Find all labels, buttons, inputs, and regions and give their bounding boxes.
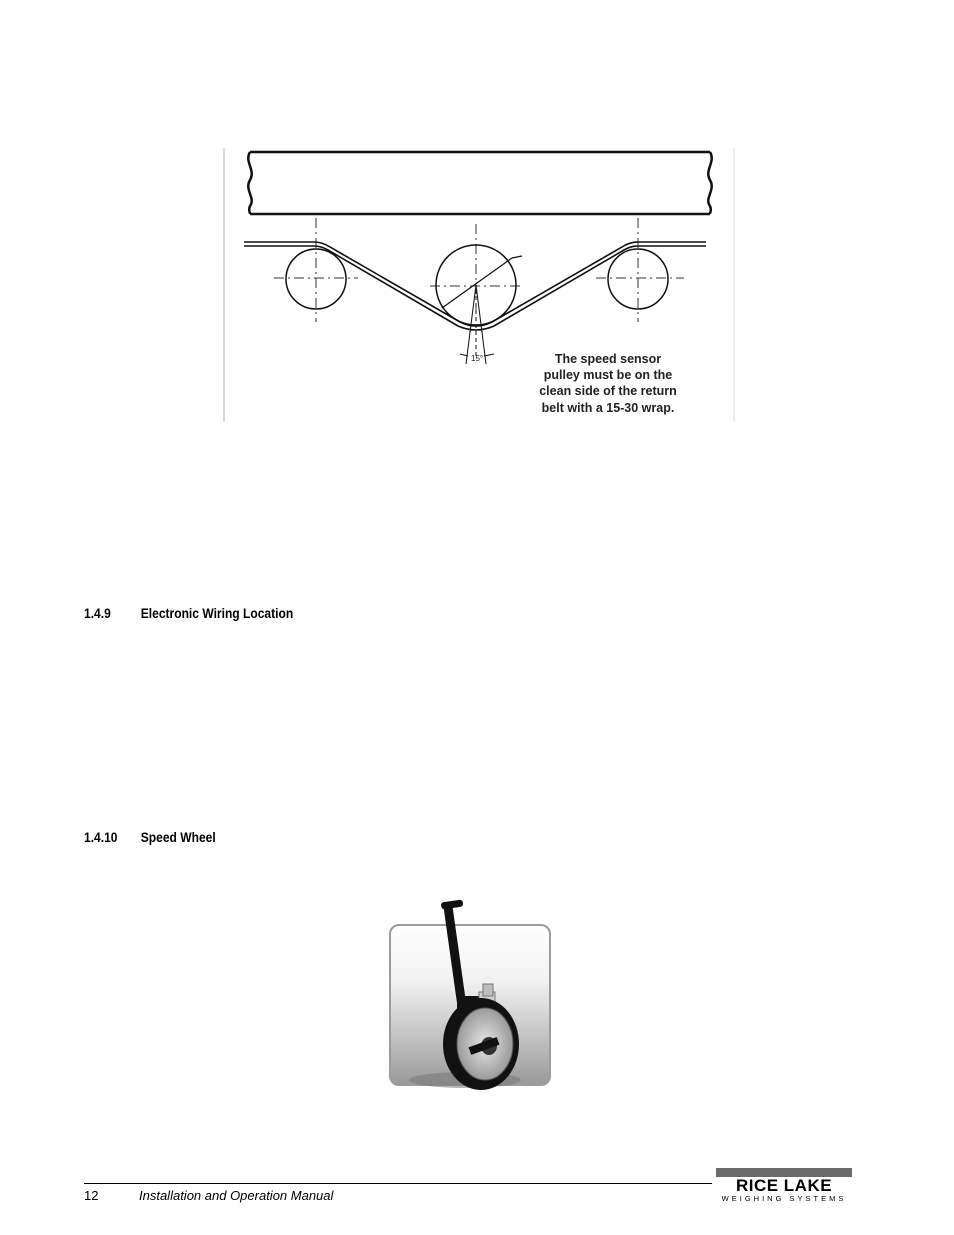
section-title: Speed Wheel bbox=[140, 829, 216, 845]
arm-cap bbox=[441, 899, 464, 909]
section-heading-speed-wheel bbox=[84, 829, 216, 845]
page-number: 12 bbox=[84, 1188, 99, 1203]
diagram-caption-line-3: clean side of the return bbox=[539, 384, 677, 398]
section-number: 1.4.10 bbox=[84, 829, 118, 845]
wrap-angle-label: 15° bbox=[471, 354, 484, 363]
logo-brand: RICE LAKE bbox=[735, 1176, 833, 1195]
footer-rule bbox=[84, 1183, 712, 1184]
manual-title: Installation and Operation Manual bbox=[139, 1188, 334, 1203]
radius-line bbox=[442, 258, 512, 308]
belt-wrap-diagram bbox=[222, 146, 736, 424]
section-number: 1.4.9 bbox=[84, 605, 111, 621]
logo-tagline: WEIGHING SYSTEMS bbox=[721, 1194, 847, 1203]
diagram-caption-line-4: belt with a 15-30 wrap. bbox=[541, 401, 675, 415]
diagram-caption-line-2: pulley must be on the bbox=[543, 368, 673, 382]
speed-wheel-image bbox=[385, 896, 557, 1108]
conveyor-belt-top bbox=[248, 152, 711, 214]
section-heading-wiring-location bbox=[84, 605, 293, 621]
section-title: Electronic Wiring Location bbox=[140, 605, 294, 621]
rice-lake-logo bbox=[714, 1168, 854, 1206]
diagram-caption-line-1: The speed sensor bbox=[554, 352, 662, 366]
